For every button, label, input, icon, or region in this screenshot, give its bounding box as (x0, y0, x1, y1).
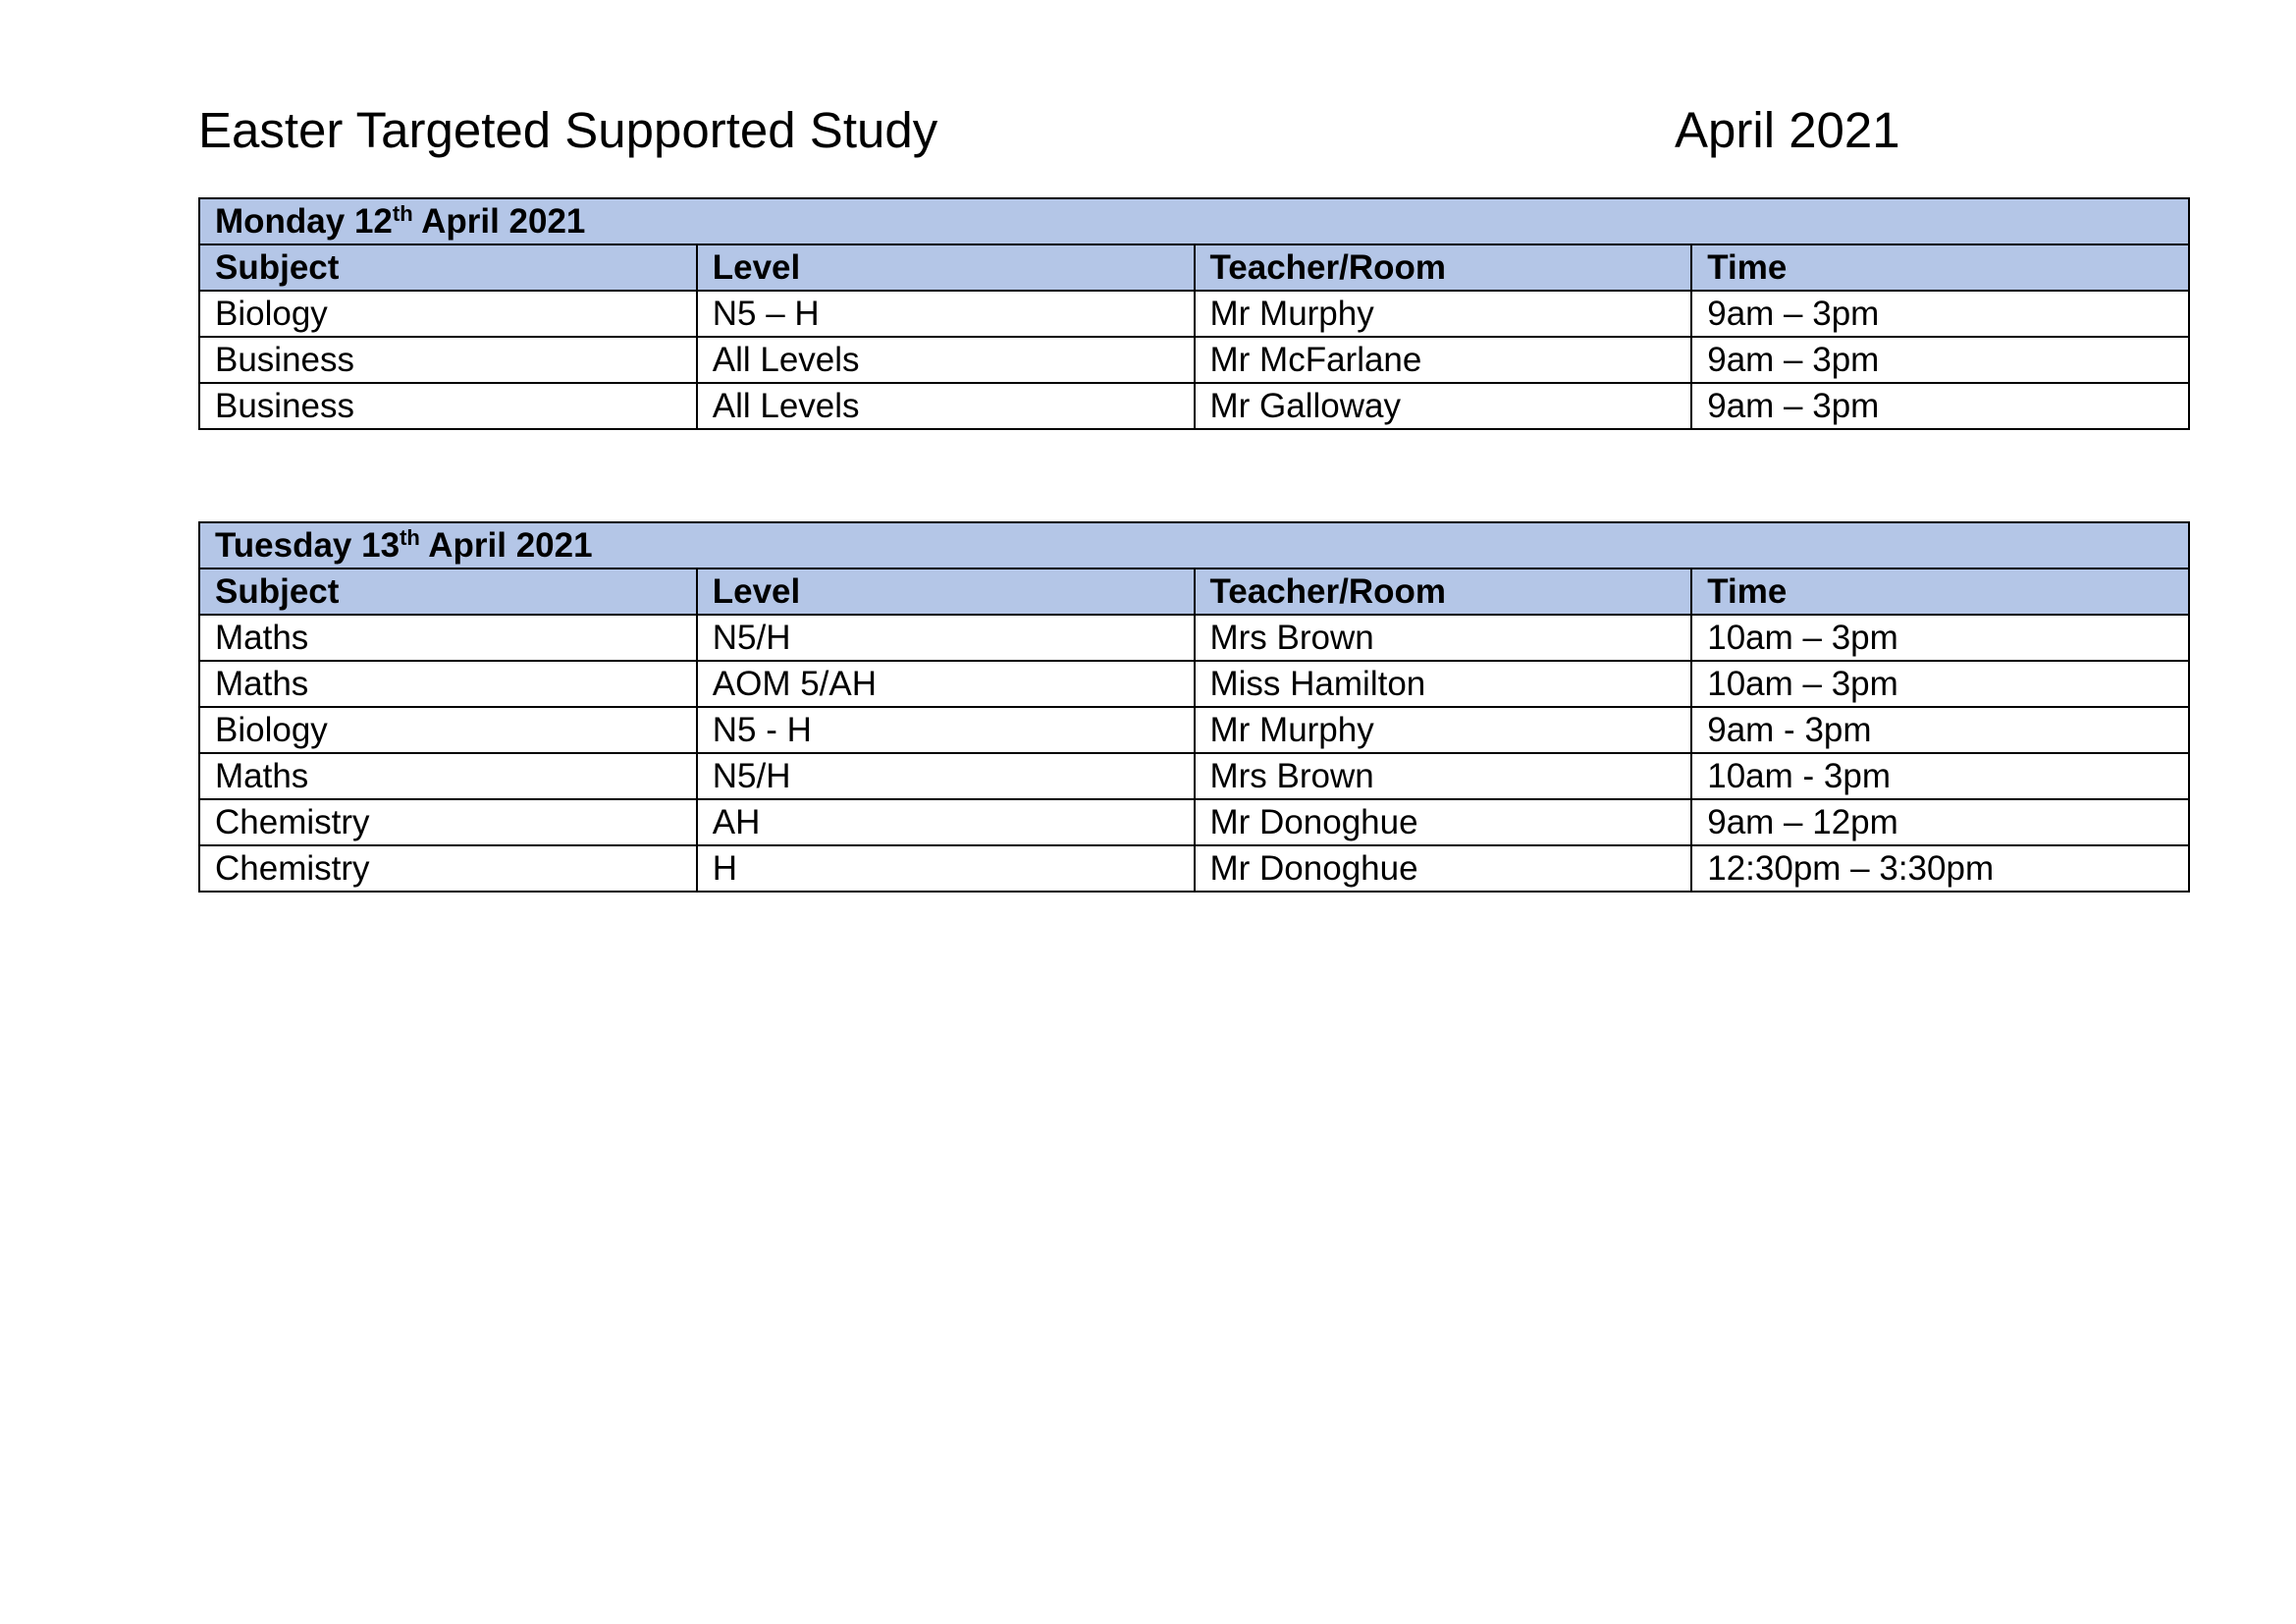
column-header-subject: Subject (199, 244, 697, 291)
table-row (199, 799, 2189, 845)
cell-teacher-room: Mrs Brown (1195, 753, 1692, 799)
cell-time: 9am – 3pm (1691, 291, 2189, 337)
cell-time: 12:30pm – 3:30pm (1691, 845, 2189, 892)
cell-time: 9am – 3pm (1691, 383, 2189, 429)
day-heading-rest: April 2021 (412, 201, 586, 241)
cell-teacher-room: Miss Hamilton (1195, 661, 1692, 707)
column-header-teacher-room: Teacher/Room (1195, 568, 1692, 615)
cell-time: 9am – 12pm (1691, 799, 2189, 845)
document-title: Easter Targeted Supported Study (198, 102, 938, 158)
cell-level: AOM 5/AH (697, 661, 1195, 707)
cell-level: N5/H (697, 753, 1195, 799)
cell-teacher-room: Mr Donoghue (1195, 845, 1692, 892)
day-heading-rest: April 2021 (419, 525, 593, 565)
cell-level: All Levels (697, 337, 1195, 383)
cell-level: N5/H (697, 615, 1195, 661)
cell-time: 9am - 3pm (1691, 707, 2189, 753)
cell-teacher-room: Mr Galloway (1195, 383, 1692, 429)
table-row (199, 661, 2189, 707)
table-row (199, 337, 2189, 383)
cell-subject: Maths (199, 661, 697, 707)
document-date: April 2021 (1675, 102, 1900, 158)
column-header-level: Level (697, 568, 1195, 615)
column-header-time: Time (1691, 568, 2189, 615)
cell-teacher-room: Mrs Brown (1195, 615, 1692, 661)
cell-subject: Maths (199, 753, 697, 799)
day-heading-row (199, 522, 2189, 568)
day-heading-prefix: Monday 12 (215, 201, 393, 241)
cell-teacher-room: Mr Donoghue (1195, 799, 1692, 845)
column-header-row (199, 568, 2189, 615)
cell-time: 10am – 3pm (1691, 661, 2189, 707)
day-heading-ordinal: th (392, 200, 413, 226)
column-header-subject: Subject (199, 568, 697, 615)
table-row (199, 383, 2189, 429)
cell-subject: Biology (199, 291, 697, 337)
cell-time: 10am – 3pm (1691, 615, 2189, 661)
cell-time: 9am – 3pm (1691, 337, 2189, 383)
schedule-table-monday (198, 197, 2190, 430)
column-header-teacher-room: Teacher/Room (1195, 244, 1692, 291)
cell-subject: Business (199, 337, 697, 383)
cell-subject: Maths (199, 615, 697, 661)
table-row (199, 753, 2189, 799)
column-header-level: Level (697, 244, 1195, 291)
cell-level: N5 - H (697, 707, 1195, 753)
day-heading-row (199, 198, 2189, 244)
table-row (199, 291, 2189, 337)
cell-level: H (697, 845, 1195, 892)
cell-level: N5 – H (697, 291, 1195, 337)
table-row (199, 845, 2189, 892)
cell-level: AH (697, 799, 1195, 845)
table-row (199, 615, 2189, 661)
cell-time: 10am - 3pm (1691, 753, 2189, 799)
column-header-time: Time (1691, 244, 2189, 291)
table-row (199, 707, 2189, 753)
cell-subject: Business (199, 383, 697, 429)
cell-subject: Chemistry (199, 845, 697, 892)
day-heading-ordinal: th (400, 524, 420, 550)
day-heading (199, 522, 2189, 568)
cell-teacher-room: Mr Murphy (1195, 291, 1692, 337)
cell-teacher-room: Mr McFarlane (1195, 337, 1692, 383)
column-header-row (199, 244, 2189, 291)
cell-subject: Biology (199, 707, 697, 753)
cell-subject: Chemistry (199, 799, 697, 845)
day-heading-prefix: Tuesday 13 (215, 525, 400, 565)
schedule-table-tuesday (198, 521, 2190, 893)
day-heading (199, 198, 2189, 244)
cell-teacher-room: Mr Murphy (1195, 707, 1692, 753)
cell-level: All Levels (697, 383, 1195, 429)
